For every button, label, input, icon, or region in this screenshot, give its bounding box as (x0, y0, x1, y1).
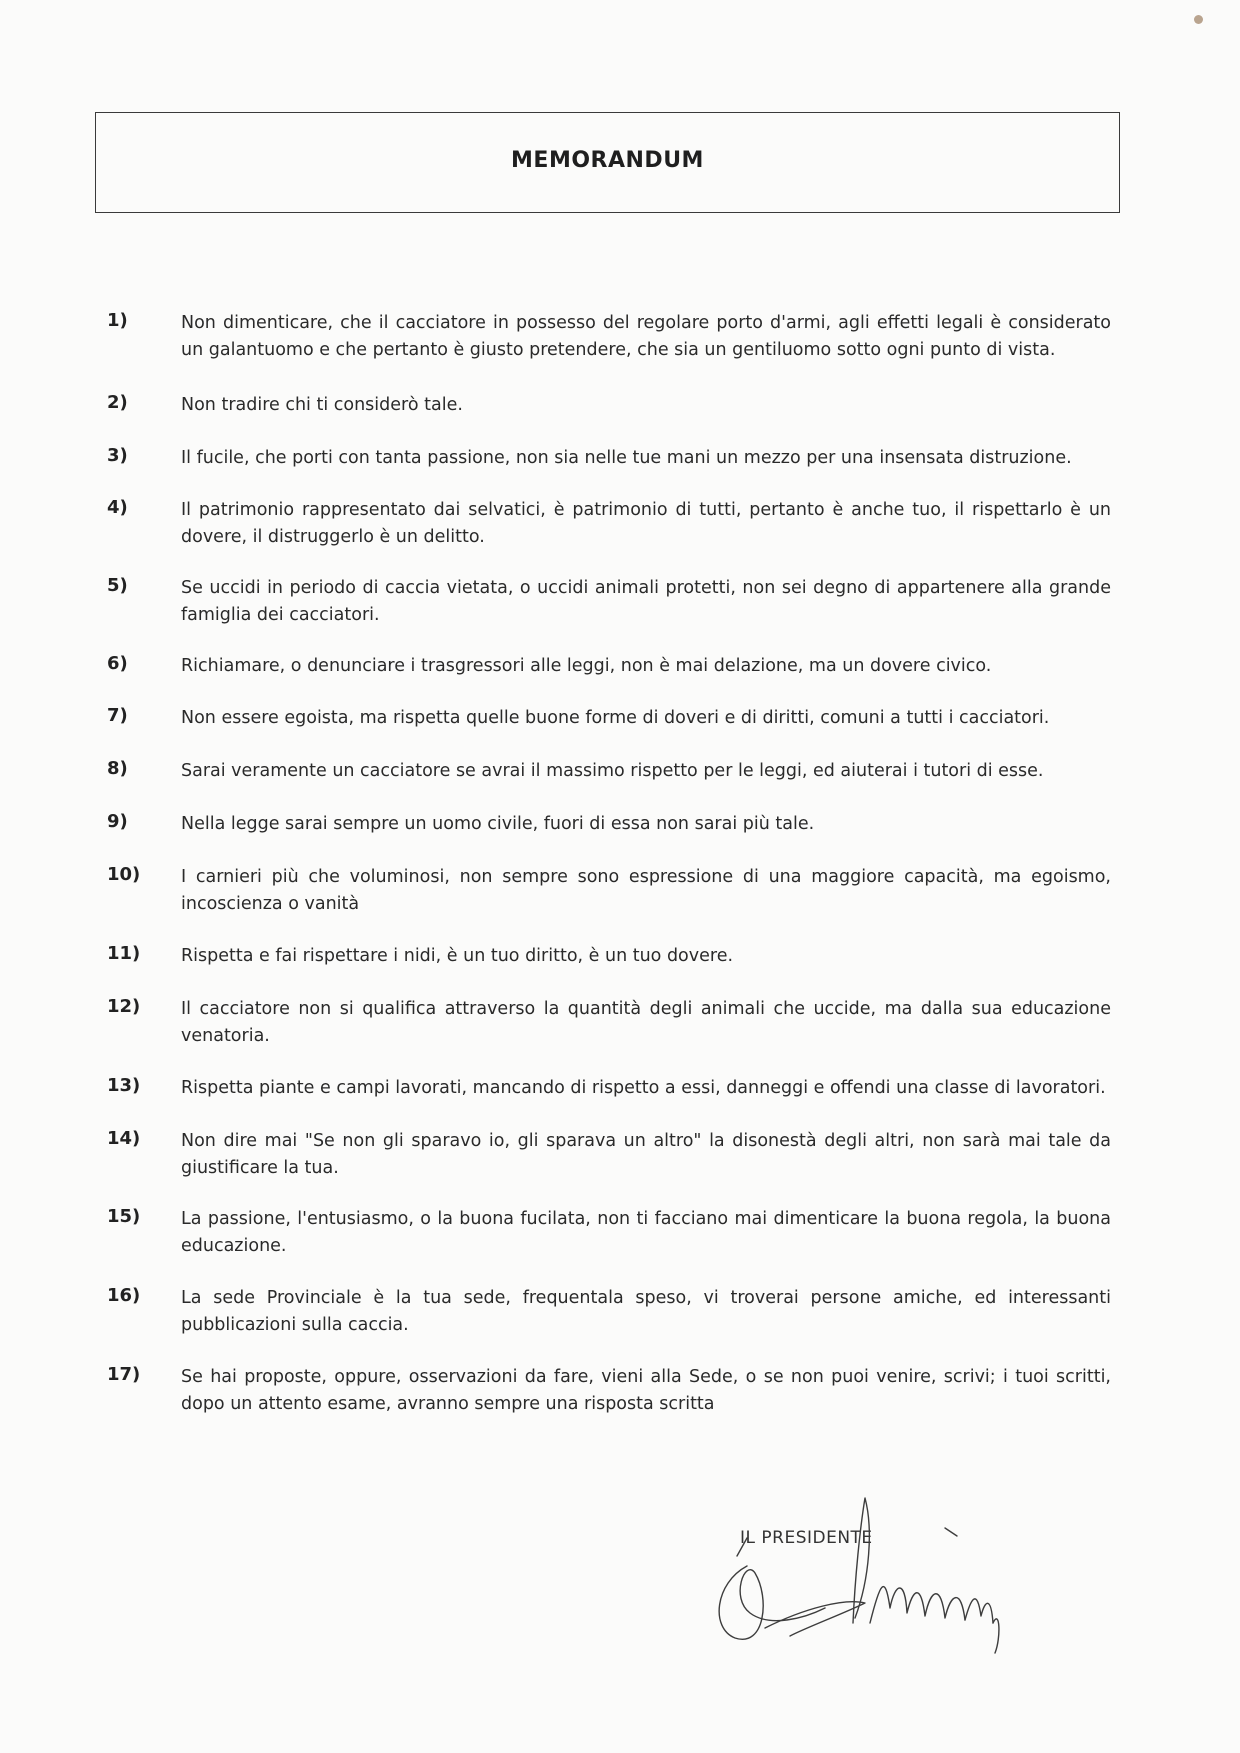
item-text: Rispetta piante e campi lavorati, mancando di rispetto a essi, danneggi e offendi una classe di lavoratori. (181, 1078, 1106, 1098)
item-text: Il cacciatore non si qualifica attraverso la quantità degli animali che uccide, ma dalla sua educazione venatoria. (181, 999, 1111, 1046)
item-number: 8) (107, 758, 128, 779)
paper-speck (1194, 15, 1203, 24)
item-number: 5) (107, 575, 128, 596)
item-text: Se hai proposte, oppure, osservazioni da fare, vieni alla Sede, o se non puoi venire, scrivi; i tuoi scritti, dopo un attento esame, avranno sempre una risposta scritta (181, 1367, 1111, 1414)
item-text: Non tradire chi ti considerò tale. (181, 395, 463, 415)
item-number: 14) (107, 1128, 141, 1149)
signatory-label: IL PRESIDENTE (740, 1528, 873, 1548)
item-text: La sede Provinciale è la tua sede, frequentala speso, vi troverai persone amiche, ed interessanti pubblicazioni sulla caccia. (181, 1288, 1111, 1335)
item-number: 11) (107, 943, 141, 964)
item-number: 6) (107, 653, 128, 674)
item-text: Sarai veramente un cacciatore se avrai il massimo rispetto per le leggi, ed aiuterai i tutori di esse. (181, 761, 1044, 781)
item-text: Non essere egoista, ma rispetta quelle buone forme di doveri e di diritti, comuni a tutti i cacciatori. (181, 708, 1050, 728)
item-number: 13) (107, 1075, 141, 1096)
item-text: La passione, l'entusiasmo, o la buona fucilata, non ti facciano mai dimenticare la buona regola, la buona educazione. (181, 1209, 1111, 1256)
item-text: Il fucile, che porti con tanta passione, non sia nelle tue mani un mezzo per una insensata distruzione. (181, 448, 1072, 468)
handwritten-signature (695, 1488, 1075, 1658)
item-number: 2) (107, 392, 128, 413)
item-number: 12) (107, 996, 141, 1017)
item-number: 3) (107, 445, 128, 466)
item-text: Non dire mai "Se non gli sparavo io, gli sparava un altro" la disonestà degli altri, non sarà mai tale da giustificare la tua. (181, 1131, 1111, 1178)
title-box (95, 112, 1120, 213)
item-number: 17) (107, 1364, 141, 1385)
item-text: Richiamare, o denunciare i trasgressori alle leggi, non è mai delazione, ma un dovere civico. (181, 656, 992, 676)
item-text: Non dimenticare, che il cacciatore in possesso del regolare porto d'armi, agli effetti legali è considerato un galantuomo e che pertanto è giusto pretendere, che sia un gentiluomo sotto ogni punto di vista. (181, 313, 1111, 360)
item-text: Nella legge sarai sempre un uomo civile, fuori di essa non sarai più tale. (181, 814, 815, 834)
item-number: 9) (107, 811, 128, 832)
item-number: 10) (107, 864, 141, 885)
item-text: Se uccidi in periodo di caccia vietata, o uccidi animali protetti, non sei degno di appartenere alla grande famiglia dei cacciatori. (181, 578, 1111, 625)
document-title: MEMORANDUM (511, 148, 704, 173)
item-text: I carnieri più che voluminosi, non sempre sono espressione di una maggiore capacità, ma egoismo, incoscienza o vanità (181, 867, 1111, 914)
item-text: Rispetta e fai rispettare i nidi, è un tuo diritto, è un tuo dovere. (181, 946, 734, 966)
item-number: 15) (107, 1206, 141, 1227)
item-number: 4) (107, 497, 128, 518)
item-text: Il patrimonio rappresentato dai selvatici, è patrimonio di tutti, pertanto è anche tuo, il rispettarlo è un dovere, il distruggerlo è un delitto. (181, 500, 1111, 547)
item-number: 1) (107, 310, 128, 331)
item-number: 7) (107, 705, 128, 726)
item-number: 16) (107, 1285, 141, 1306)
